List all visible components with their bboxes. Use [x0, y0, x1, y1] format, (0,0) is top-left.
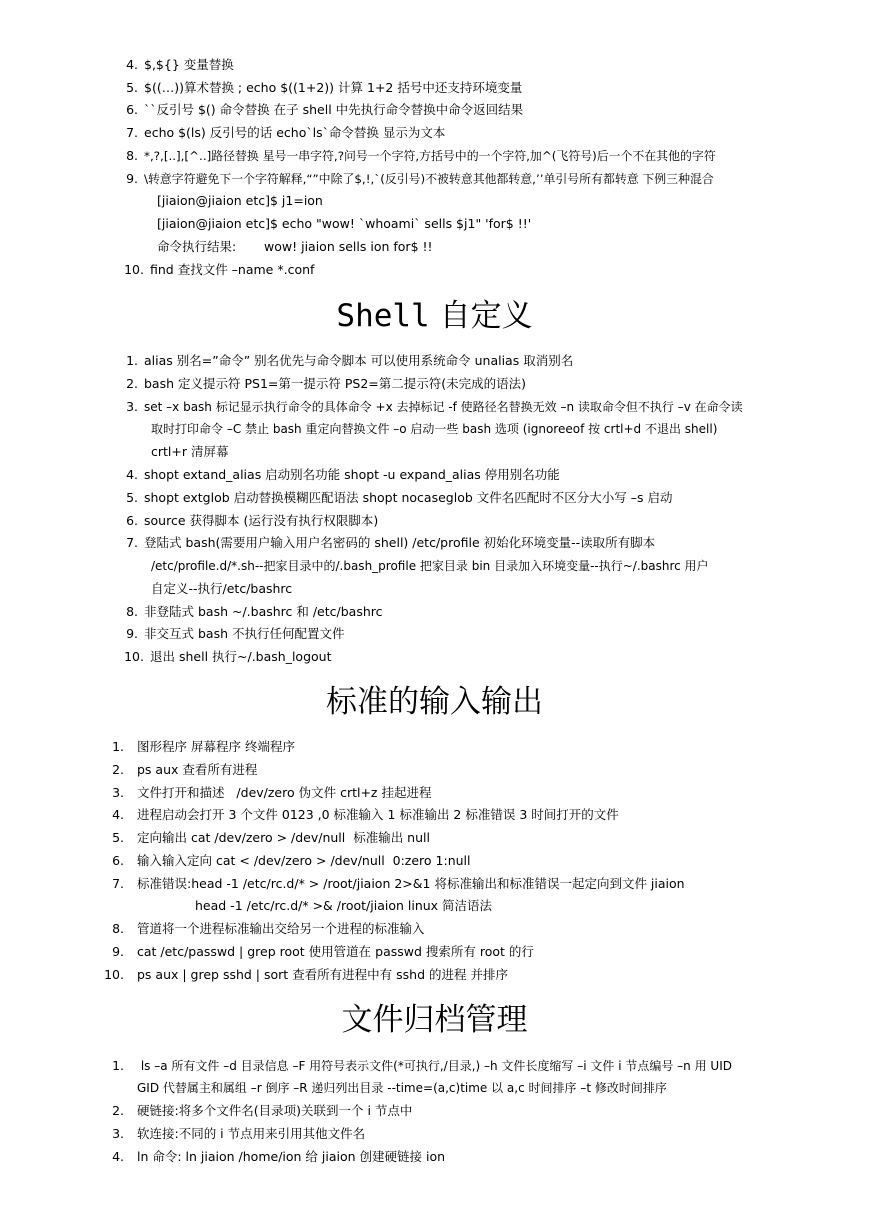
- item-number: 7.: [112, 876, 124, 891]
- item-text: 非交互式 bash 不执行任何配置文件: [144, 626, 345, 641]
- item-text: 非登陆式 bash ~/.bashrc 和 /etc/bashrc: [144, 604, 383, 619]
- item-text: $,${} 变量替换: [144, 57, 234, 72]
- item-text-cont: 取时打印命令 –C 禁止 bash 重定向替换文件 –o 启动一些 bash 选项 (ignoreeof 按 crtl+d 不退出 shell): [151, 422, 718, 436]
- item-text: 硬链接:将多个文件名(目录项)关联到一个 i 节点中: [137, 1103, 413, 1118]
- item-text-cont: 自定义--执行/etc/bashrc: [151, 581, 293, 596]
- item-text: 定向输出 cat /dev/zero > /dev/null 标准输出 null: [137, 830, 430, 845]
- item-text: alias 别名=”命令” 别名优先与命令脚本 可以使用系统命令 unalias 取消别名: [144, 353, 574, 368]
- item-number: 6.: [112, 853, 124, 868]
- item-text: 登陆式 bash(需要用户输入用户名密码的 shell) /etc/profile 初始化环境变量--读取所有脚本: [144, 535, 656, 550]
- code-line: [jiaion@jiaion etc]$ j1=ion: [157, 193, 323, 208]
- item-number: 5.: [126, 80, 138, 95]
- item-text: $((…))算术替换 ; echo $((1+2)) 计算 1+2 括号中还支持环境变量: [144, 80, 523, 95]
- item-number: 4.: [112, 1149, 124, 1164]
- item-number: 10.: [104, 967, 124, 982]
- item-number: 3.: [112, 1126, 124, 1141]
- item-text: shopt extand_alias 启动别名功能 shopt -u expand_alias 停用别名功能: [144, 467, 560, 482]
- heading-archive: 文件归档管理: [341, 1002, 528, 1038]
- item-text: echo $(ls) 反引号的话 echo`ls`命令替换 显示为文本: [144, 125, 446, 140]
- heading-io: 标准的输入输出: [326, 684, 543, 720]
- item-number: 9.: [126, 171, 138, 186]
- item-number: 4.: [126, 467, 138, 482]
- item-number: 8.: [126, 148, 138, 163]
- item-number: 6.: [126, 513, 138, 528]
- heading-shell-rest: 自定义: [429, 298, 533, 334]
- item-text: source 获得脚本 (运行没有执行权限脚本): [144, 513, 379, 528]
- heading-shell-mono: Shell: [336, 298, 430, 334]
- code-line: [jiaion@jiaion etc]$ echo "wow! `whoami` sells $j1" 'for$ !!': [157, 216, 532, 231]
- item-text: bash 定义提示符 PS1=第一提示符 PS2=第二提示符(未完成的语法): [144, 376, 527, 391]
- item-text: *,?,[..],[^..]路径替换 星号一串字符,?问号一个字符,方括号中的一个字符,加^(飞符号)后一个不在其他的字符: [144, 149, 716, 163]
- item-text-cont: GID 代替属主和属组 –r 倒序 –R 递归列出目录 --time=(a,c)time 以 a,c 时间排序 –t 修改时间排序: [137, 1081, 667, 1095]
- item-text: shopt extglob 启动替换模糊匹配语法 shopt nocaseglob 文件名匹配时不区分大小写 –s 启动: [144, 490, 673, 505]
- item-number: 1.: [112, 739, 124, 754]
- item-text: 进程启动会打开 3 个文件 0123 ,0 标准输入 1 标准输出 2 标准错误 3 时间打开的文件: [137, 807, 619, 822]
- item-number: 9.: [112, 944, 124, 959]
- item-number: 10.: [124, 262, 144, 277]
- item-number: 2.: [112, 762, 124, 777]
- item-number: 8.: [112, 921, 124, 936]
- item-number: 8.: [126, 604, 138, 619]
- item-number: 2.: [112, 1103, 124, 1118]
- item-text: 退出 shell 执行~/.bash_logout: [150, 649, 332, 664]
- item-text: cat /etc/passwd | grep root 使用管道在 passwd 搜索所有 root 的行: [137, 944, 534, 959]
- item-number: 9.: [126, 626, 138, 641]
- item-text-cont: crtl+r 清屏幕: [151, 444, 229, 459]
- item-text: 管道将一个进程标准输出交给另一个进程的标准输入: [137, 921, 425, 936]
- item-text: 图形程序 屏幕程序 终端程序: [137, 739, 295, 754]
- item-text: ps aux | grep sshd | sort 查看所有进程中有 sshd 的进程 并排序: [137, 967, 508, 982]
- item-number: 3.: [126, 399, 138, 414]
- item-text: 输入输入定向 cat < /dev/zero > /dev/null 0:zero 1:null: [137, 853, 471, 868]
- item-text: set –x bash 标记显示执行命令的具体命令 +x 去掉标记 -f 使路径名替换无效 –n 读取命令但不执行 –v 在命令读: [144, 400, 743, 414]
- item-text: 软连接:不同的 i 节点用来引用其他文件名: [137, 1126, 366, 1141]
- item-number: 4.: [112, 807, 124, 822]
- item-text: ``反引号 $() 命令替换 在子 shell 中先执行命令替换中命令返回结果: [144, 102, 524, 117]
- code-result: 命令执行结果: wow! jiaion sells ion for$ !!: [157, 239, 433, 254]
- item-number: 3.: [112, 785, 124, 800]
- item-text: 文件打开和描述 /dev/zero 伪文件 crtl+z 挂起进程: [137, 785, 432, 800]
- item-text-cont: /etc/profile.d/*.sh--把家目录中的/.bash_profile 把家目录 bin 目录加入环境变量--执行~/.bashrc 用户: [151, 559, 709, 573]
- item-number: 1.: [112, 1058, 124, 1073]
- item-number: 2.: [126, 376, 138, 391]
- item-text: find 查找文件 –name *.conf: [150, 262, 315, 277]
- item-text: ln 命令: ln jiaion /home/ion 给 jiaion 创建硬链接 ion: [137, 1149, 446, 1164]
- item-text: ps aux 查看所有进程: [137, 762, 258, 777]
- item-number: 1.: [126, 353, 138, 368]
- item-number: 4.: [126, 57, 138, 72]
- heading-shell: [0, 296, 869, 336]
- item-number: 5.: [126, 490, 138, 505]
- item-number: 7.: [126, 125, 138, 140]
- item-text: ls –a 所有文件 –d 目录信息 –F 用符号表示文件(*可执行,/目录,) –h 文件长度缩写 –i 文件 i 节点编号 –n 用 UID: [137, 1059, 732, 1073]
- item-text: 标准错误:head -1 /etc/rc.d/* > /root/jiaion 2>&1 将标准输出和标准错误一起定向到文件 jiaion: [137, 876, 685, 891]
- item-text: \转意字符避免下一个字符解释,“”中除了$,!,`(反引号)不被转意其他都转意,’’单引号所有都转意 下例三种混合: [144, 172, 714, 186]
- item-number: 7.: [126, 535, 138, 550]
- item-number: 5.: [112, 830, 124, 845]
- item-number: 10.: [124, 649, 144, 664]
- item-number: 6.: [126, 102, 138, 117]
- item-text-cont: head -1 /etc/rc.d/* >& /root/jiaion linux 简洁语法: [195, 898, 493, 913]
